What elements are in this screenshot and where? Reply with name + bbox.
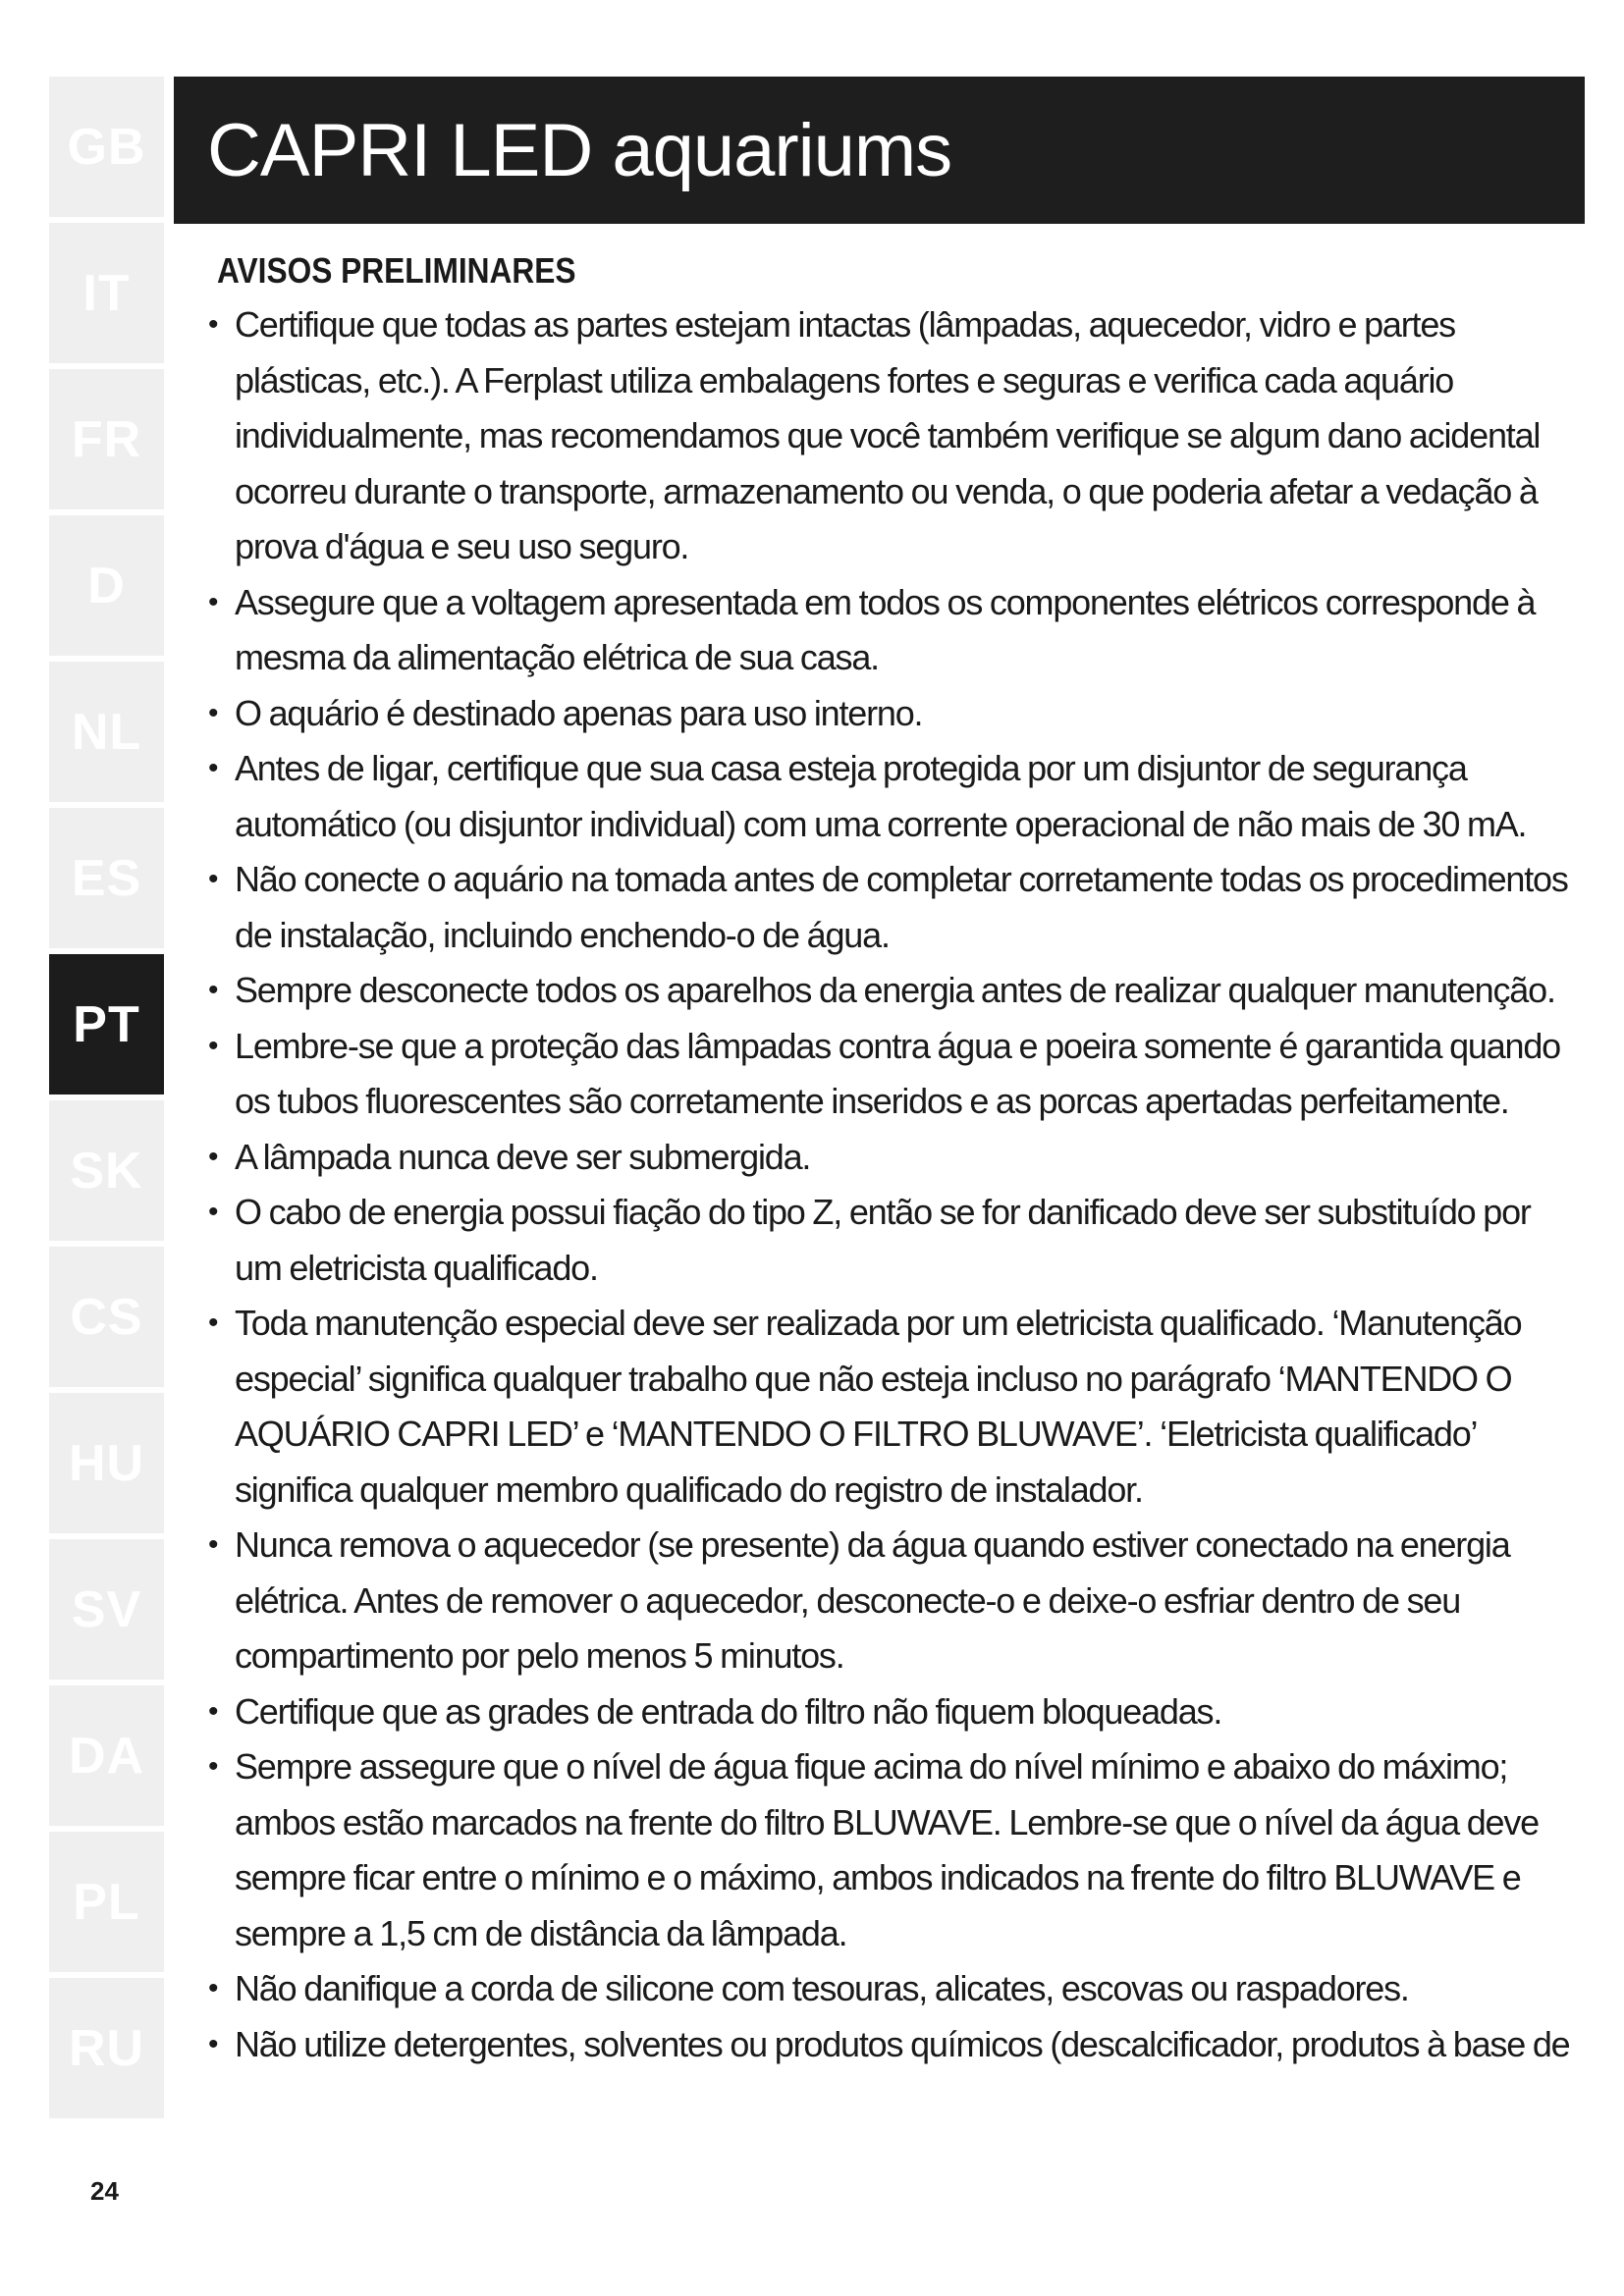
bullet-icon: •	[208, 308, 219, 341]
warning-item: • Nunca remova o aquecedor (se presente) da água quando estiver conectado na energia elétrica. Antes de remover o aquecedor, desconecte-o e deixe-o esfriar dentro de seu compartimento por pelo menos 5 minutos.	[200, 1518, 1575, 1684]
bullet-icon: •	[208, 2027, 219, 2060]
warning-item: • Antes de ligar, certifique que sua casa esteja protegida por um disjuntor de segurança automático (ou disjuntor individual) com uma corrente operacional de não mais de 30 mA.	[200, 741, 1575, 852]
warning-item: • Não conecte o aquário na tomada antes de completar corretamente todas os procedimentos de instalação, incluindo enchendo-o de água.	[200, 852, 1575, 963]
language-tab-es[interactable]: ES	[49, 808, 164, 948]
bullet-icon: •	[208, 1140, 219, 1173]
bullet-icon: •	[208, 696, 219, 729]
language-tab-hu[interactable]: HU	[49, 1393, 164, 1533]
language-tab-pl[interactable]: PL	[49, 1832, 164, 1972]
language-tab-d[interactable]: D	[49, 515, 164, 656]
warning-item: • Assegure que a voltagem apresentada em todos os componentes elétricos corresponde à mesma da alimentação elétrica de sua casa.	[200, 575, 1575, 686]
language-tab-pt[interactable]: PT	[49, 954, 164, 1095]
language-tab-sv[interactable]: SV	[49, 1539, 164, 1680]
bullet-icon: •	[208, 1029, 219, 1062]
warning-item: • Sempre assegure que o nível de água fique acima do nível mínimo e abaixo do máximo; ambos estão marcados na frente do filtro BLUWAVE. Lembre-se que o nível da água deve sempre ficar entre o mínimo e o máximo, ambos indicados na frente do filtro BLUWAVE e sempre a 1,5 cm de distância da lâmpada.	[200, 1739, 1575, 1961]
section-heading: AVISOS PRELIMINARES	[217, 250, 576, 291]
warning-item: • A lâmpada nunca deve ser submergida.	[200, 1130, 1575, 1186]
warning-item: • Não danifique a corda de silicone com tesouras, alicates, escovas ou raspadores.	[200, 1961, 1575, 2017]
title-bar	[174, 77, 1585, 224]
bullet-icon: •	[208, 1307, 219, 1339]
language-tab-nl[interactable]: NL	[49, 662, 164, 802]
bullet-icon: •	[208, 1528, 219, 1561]
bullet-icon: •	[208, 752, 219, 784]
language-tab-cs[interactable]: CS	[49, 1247, 164, 1387]
language-tab-sk[interactable]: SK	[49, 1100, 164, 1241]
language-tabs	[49, 77, 164, 2124]
bullet-icon: •	[208, 974, 219, 1006]
bullet-icon: •	[208, 1972, 219, 2004]
warning-item: • Lembre-se que a proteção das lâmpadas contra água e poeira somente é garantida quando os tubos fluorescentes são corretamente inseridos e as porcas apertadas perfeitamente.	[200, 1019, 1575, 1130]
warning-item: • Toda manutenção especial deve ser realizada por um eletricista qualificado. ‘Manutenção especial’ significa qualquer trabalho que não esteja incluso no parágrafo ‘MANTENDO O AQUÁRIO CAPRI LED’ e ‘MANTENDO O FILTRO BLUWAVE’. ‘Eletricista qualificado’ significa qualquer membro qualificado do registro de instalador.	[200, 1296, 1575, 1518]
bullet-icon: •	[208, 585, 219, 618]
bullet-icon: •	[208, 1694, 219, 1728]
warning-item: • O aquário é destinado apenas para uso interno.	[200, 686, 1575, 742]
language-tab-gb[interactable]: GB	[49, 77, 164, 217]
page-title: CAPRI LED aquariums	[207, 108, 952, 192]
language-tab-da[interactable]: DA	[49, 1685, 164, 1826]
bullet-icon: •	[208, 863, 219, 895]
warning-item: • O cabo de energia possui fiação do tipo Z, então se for danificado deve ser substituído por um eletricista qualificado.	[200, 1185, 1575, 1296]
bullet-icon: •	[208, 1196, 219, 1228]
warning-item: • Certifique que as grades de entrada do filtro não fiquem bloqueadas.	[200, 1684, 1575, 1740]
warning-item: • Certifique que todas as partes estejam intactas (lâmpadas, aquecedor, vidro e partes plásticas, etc.). A Ferplast utiliza embalagens fortes e seguras e verifica cada aquário individualmente, mas recomendamos que você também verifique se algum dano acidental ocorreu durante o transporte, armazenamento ou venda, o que poderia afetar a vedação à prova d'água e seu uso seguro.	[200, 297, 1575, 575]
main-content	[200, 250, 1575, 2072]
page-number: 24	[90, 2176, 119, 2206]
warning-item: • Sempre desconecte todos os aparelhos da energia antes de realizar qualquer manutenção.	[200, 963, 1575, 1019]
language-tab-ru[interactable]: RU	[49, 1978, 164, 2118]
language-tab-it[interactable]: IT	[49, 223, 164, 363]
bullet-icon: •	[208, 1750, 219, 1783]
language-tab-fr[interactable]: FR	[49, 369, 164, 509]
warnings-list	[200, 297, 1575, 2072]
warning-item: • Não utilize detergentes, solventes ou produtos químicos (descalcificador, produtos à base de	[200, 2017, 1575, 2073]
